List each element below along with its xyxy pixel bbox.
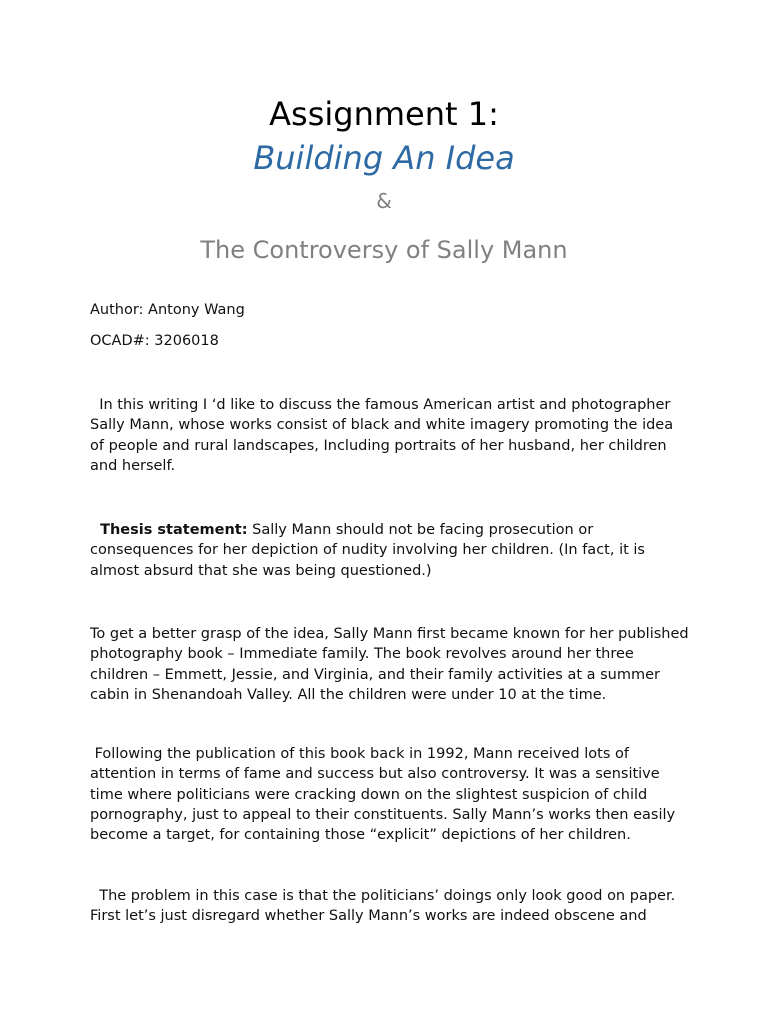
paragraph-controversy: Following the publication of this book back in 1992, Mann received lots of attention in terms of fame and success but also controversy. It was a sensitive time where politicians were cracking down on the slightest suspicion of child pornography, just to appeal to their constituents. Sally Mann’s works then easily become a target, for containing those “explicit” depictions of her children. xyxy=(90,746,676,844)
ocad-number-line: OCAD#: 3206018 xyxy=(90,333,219,349)
paragraph-problem: The problem in this case is that the politicians’ doings only look good on paper. First let’s just disregard whether Sally Mann’s works are indeed obscene and xyxy=(90,888,676,925)
author-line: Author: Antony Wang xyxy=(90,302,245,318)
document-heading: The Controversy of Sally Mann xyxy=(200,236,568,264)
paragraph-thesis xyxy=(90,520,690,581)
document-title: Assignment 1: xyxy=(269,95,499,133)
ampersand-separator: & xyxy=(376,189,392,213)
paragraph-background: To get a better grasp of the idea, Sally Mann first became known for her published photography book – Immediate family. The book revolves around her three children – Emmett, Jessie, and Virginia, and their family activities at a summer cabin in Shenandoah Valley. All the children were under 10 at the time. xyxy=(90,626,689,703)
paragraph-intro: In this writing I ‘d like to discuss the famous American artist and photographer Sally Mann, whose works consist of black and white imagery promoting the idea of people and rural landscapes, Including portraits of her husband, her children and herself. xyxy=(90,397,674,474)
thesis-label: Thesis statement: xyxy=(90,522,248,538)
document-subtitle: Building An Idea xyxy=(253,139,515,177)
thesis-text: Sally Mann should not be facing prosecution or consequences for her depiction of nudity involving her children. (In fact, it is almost absurd that she was being questioned.) xyxy=(90,522,645,579)
